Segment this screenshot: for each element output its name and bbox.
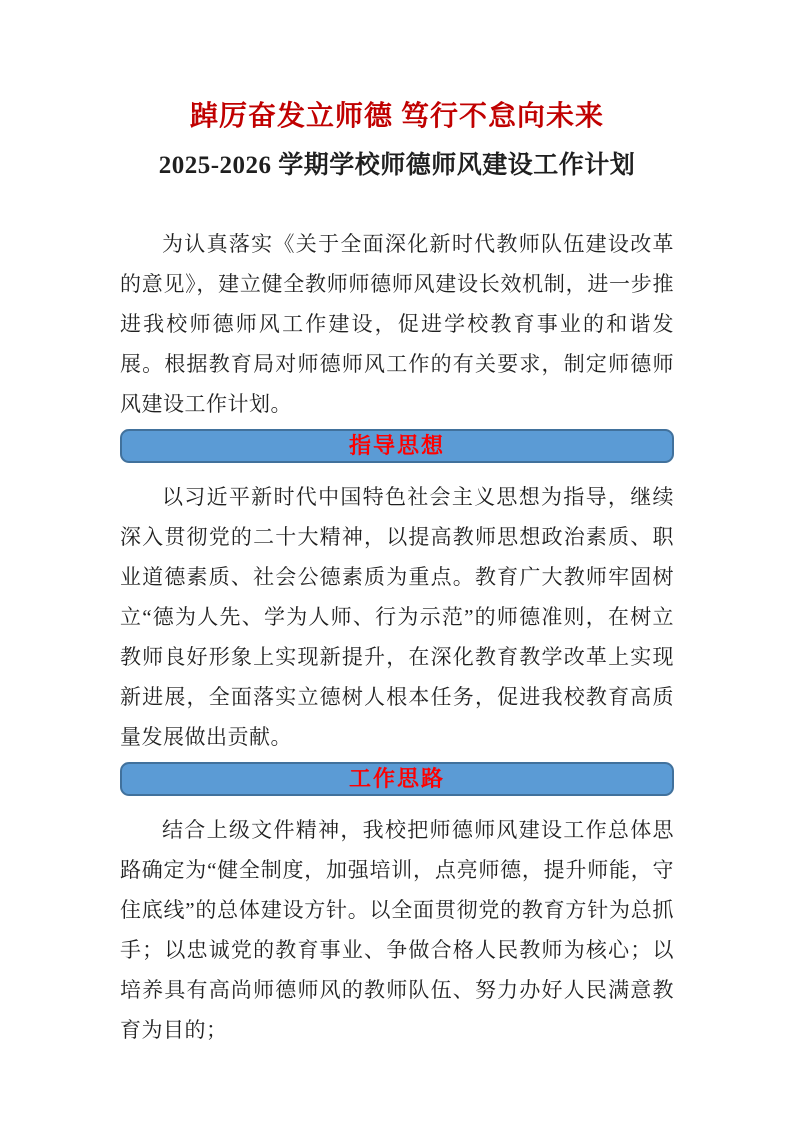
- section-banner-label: 工作思路: [348, 766, 445, 791]
- section-banner-work-approach: [120, 762, 674, 796]
- section-banner-guiding-ideology: [120, 429, 674, 463]
- section-banner-label: 指导思想: [348, 433, 445, 458]
- paragraph-guiding-ideology: 以习近平新时代中国特色社会主义思想为指导，继续深入贯彻党的二十大精神，以提高教师思想政治素质、职业道德素质、社会公德素质为重点。教育广大教师牢固树立“德为人先、学为人师、行为示范”的师德准则，在树立教师良好形象上实现新提升，在深化教育教学改革上实现新进展，全面落实立德树人根本任务，促进我校教育高质量发展做出贡献。: [120, 485, 674, 749]
- document-main-title: 踔厉奋发立师德 笃行不怠向未来: [189, 101, 604, 132]
- paragraph-introduction: 为认真落实《关于全面深化新时代教师队伍建设改革的意见》，建立健全教师师德师风建设长效机制，进一步推进我校师德师风工作建设，促进学校教育事业的和谐发展。根据教育局对师德师风工作的有关要求，制定师德师风建设工作计划。: [120, 232, 674, 416]
- paragraph-work-approach: 结合上级文件精神，我校把师德师风建设工作总体思路确定为“健全制度，加强培训，点亮师德，提升师能，守住底线”的总体建设方针。以全面贯彻党的教育方针为总抓手；以忠诚党的教育事业、争做合格人民教师为核心；以培养具有高尚师德师风的教师队伍、努力办好人民满意教育为目的；: [120, 818, 674, 1042]
- document-subtitle: 2025-2026 学期学校师德师风建设工作计划: [158, 152, 636, 179]
